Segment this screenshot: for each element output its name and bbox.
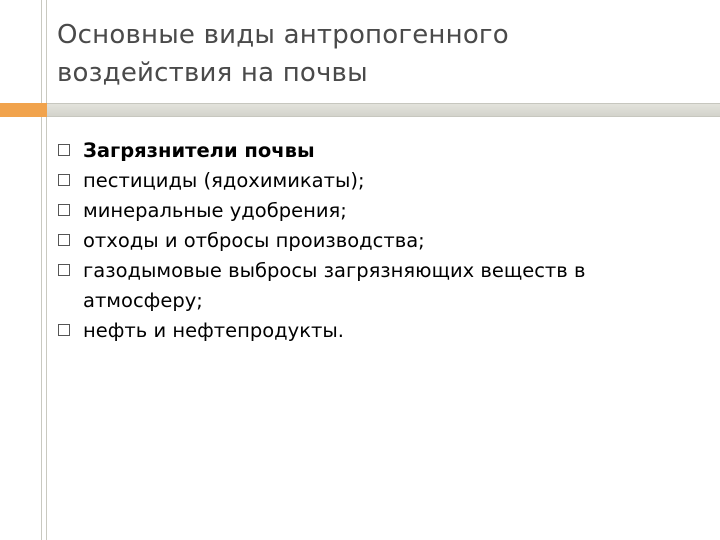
left-rule-outer [41, 0, 42, 540]
square-bullet-icon [58, 204, 70, 216]
square-bullet-icon [58, 234, 70, 246]
list-item [58, 256, 698, 316]
list-item-text: газодымовые выбросы загрязняющих веществ в атмосферу; [83, 259, 586, 312]
slide-title [57, 16, 677, 92]
list-item-text: пестициды (ядохимикаты); [83, 169, 365, 192]
square-bullet-icon [58, 144, 70, 156]
accent-block [0, 103, 47, 117]
list-item-text: минеральные удобрения; [83, 199, 347, 222]
square-bullet-icon [58, 324, 70, 336]
title-line-1: Основные виды антропогенного [57, 20, 509, 50]
square-bullet-icon [58, 174, 70, 186]
bullet-list [58, 136, 698, 346]
list-item-text: Загрязнители почвы [83, 139, 315, 162]
title-divider-band [47, 103, 720, 117]
list-item [58, 166, 698, 196]
list-item-text: отходы и отбросы производства; [83, 229, 425, 252]
square-bullet-icon [58, 264, 70, 276]
left-rule-inner [46, 0, 47, 540]
list-item [58, 196, 698, 226]
list-item-text: нефть и нефтепродукты. [83, 319, 344, 342]
list-item [58, 226, 698, 256]
list-item [58, 136, 698, 166]
title-line-2: воздействия на почвы [57, 58, 368, 88]
list-item [58, 316, 698, 346]
